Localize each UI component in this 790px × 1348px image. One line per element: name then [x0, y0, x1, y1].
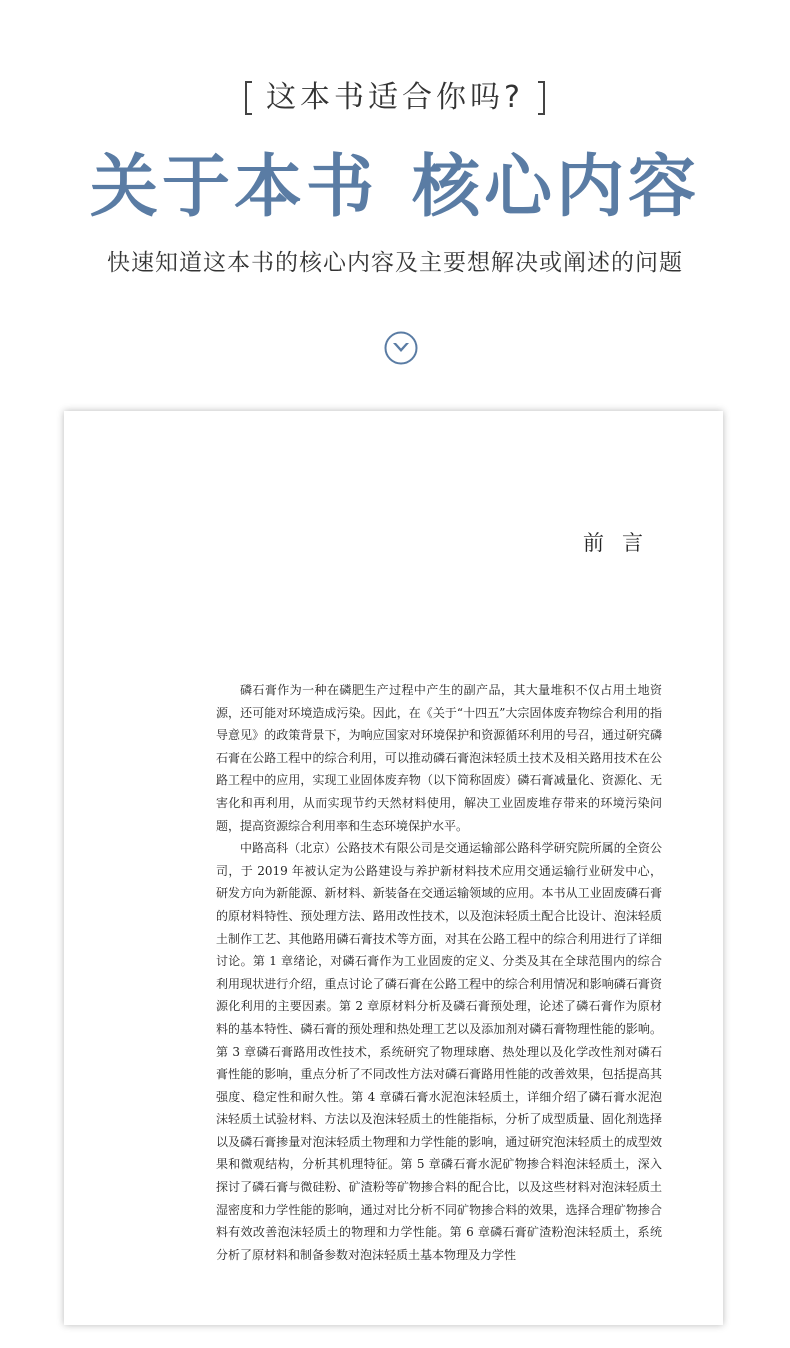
chevron-down-circle-icon — [384, 331, 418, 365]
title-part-about-book: 关于本书 — [89, 147, 378, 227]
subtitle: 快速知道这本书的核心内容及主要想解决或阐述的问题 — [107, 250, 683, 276]
page-title — [0, 145, 790, 229]
preface-body — [216, 679, 662, 1266]
header-question-row — [0, 78, 790, 118]
book-page — [64, 411, 723, 1325]
title-part-core-content: 核心内容 — [412, 147, 701, 227]
header-question: 这本书适合你吗? — [266, 80, 524, 115]
paragraph: 中路高科（北京）公路技术有限公司是交通运输部公路科学研究院所属的全资公司，于 2019 年被认定为公路建设与养护新材料技术应用交通运输行业研发中心，研发方向为新能源、新材料、新装备在交通运输领域的应用。本书从工业固废磷石膏的原材料特性、预处理方法、路用改性技术，以及泡沫轻质土配合比设计、泡沫轻质土制作工艺、其他路用磷石膏技术等方面，对其在公路工程中的综合利用进行了详细讨论。第 1 章绪论，对磷石膏作为工业固废的定义、分类及其在全球范围内的综合利用现状进行介绍，重点讨论了磷石膏在公路工程中的综合利用情况和影响磷石膏资源化利用的主要因素。第 2 章原材料分析及磷石膏预处理，论述了磷石膏作为原材料的基本特性、磷石膏的预处理和热处理工艺以及添加剂对磷石膏物理性能的影响。第 3 章磷石膏路用改性技术，系统研究了物理球磨、热处理以及化学改性剂对磷石膏性能的影响，重点分析了不同改性方法对磷石膏路用性能的改善效果，包括提高其强度、稳定性和耐久性。第 4 章磷石膏水泥泡沫轻质土，详细介绍了磷石膏水泥泡沫轻质土试验材料、方法以及泡沫轻质土的性能指标，分析了成型质量、固化剂选择以及磷石膏掺量对泡沫轻质土物理和力学性能的影响，通过研究泡沫轻质土的成型效果和微观结构，分析其机理特征。第 5 章磷石膏水泥矿物掺合料泡沫轻质土，深入探讨了磷石膏与微硅粉、矿渣粉等矿物掺合料的配合比，以及这些材料对泡沫轻质土湿密度和力学性能的影响，通过对比分析不同矿物掺合料的效果，选择合理矿物掺合料有效改善泡沫轻质土的物理和力学性能。第 6 章磷石膏矿渣粉泡沫轻质土，系统分析了原材料和制备参数对泡沫轻质土基本物理及力学性 — [216, 841, 662, 1262]
right-bracket — [538, 81, 545, 115]
preface-title: 前言 — [583, 531, 661, 555]
paragraph: 磷石膏作为一种在磷肥生产过程中产生的副产品，其大量堆积不仅占用土地资源，还可能对环境造成污染。因此，在《关于“十四五”大宗固体废弃物综合利用的指导意见》的政策背景下，为响应国家对环境保护和资源循环利用的号召，通过研究磷石膏在公路工程中的综合利用，可以推动磷石膏泡沫轻质土技术及相关路用技术在公路工程中的应用，实现工业固体废弃物（以下简称固废）磷石膏减量化、资源化、无害化和再利用，从而实现节约天然材料使用，解决工业固废堆存带来的环境污染问题，提高资源综合利用率和生态环境保护水平。 — [216, 683, 662, 833]
left-bracket — [245, 81, 252, 115]
